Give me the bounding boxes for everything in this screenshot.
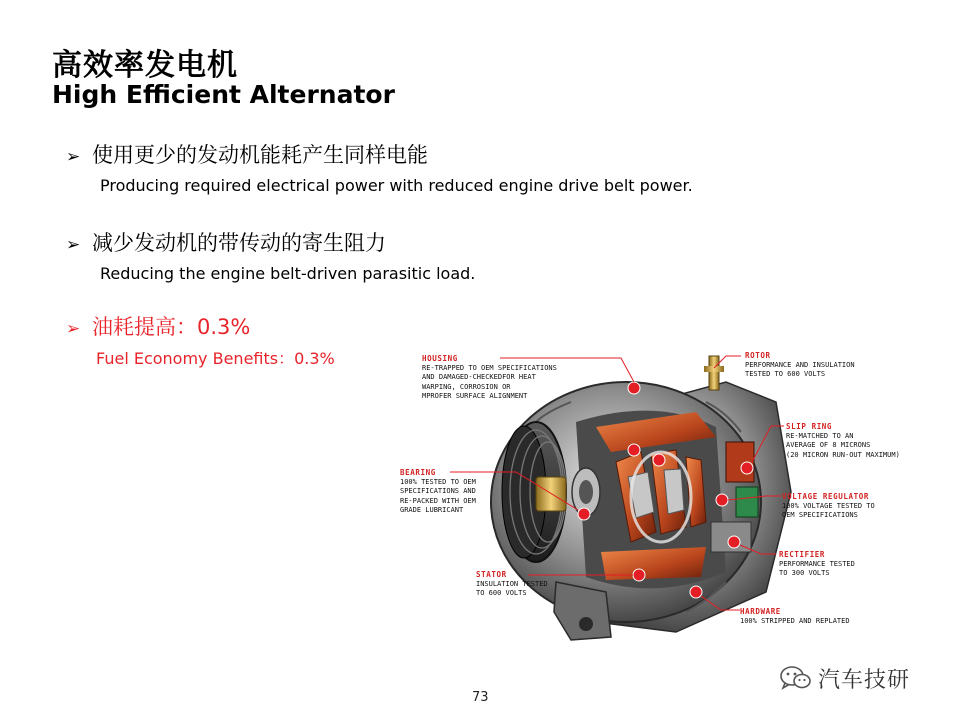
callout-rectifier: RECTIFIER PERFORMANCE TESTED TO 300 VOLTS — [779, 550, 855, 577]
arrow-bullet-icon: ➢ — [66, 235, 81, 255]
slide-title-en: High Efficient Alternator — [52, 80, 395, 109]
callout-voltage-regulator: VOLTAGE REGULATOR 100% VOLTAGE TESTED TO OEM SPECIFICATIONS — [782, 492, 875, 519]
callout-rotor: ROTOR PERFORMANCE AND INSULATION TESTED TO 600 VOLTS — [745, 351, 855, 378]
callout-slip-ring: SLIP RING RE-MATCHED TO AN AVERAGE OF 8 MICRONS (20 MICRON RUN-OUT MAXIMUM) — [786, 422, 900, 459]
page-number: 73 — [472, 690, 489, 705]
arrow-bullet-icon: ➢ — [66, 147, 81, 167]
bullet-text-en: Fuel Economy Benefits：0.3% — [96, 349, 335, 368]
bullet-item-highlight — [66, 314, 335, 369]
brand-watermark — [780, 664, 910, 692]
bullet-item — [66, 142, 693, 195]
bullet-text-cn: 减少发动机的带传动的寄生阻力 — [92, 231, 386, 255]
wechat-icon — [780, 665, 812, 691]
arrow-bullet-icon: ➢ — [66, 319, 81, 339]
callout-hardware: HARDWARE 100% STRIPPED AND REPLATED — [740, 607, 850, 625]
bullet-text-en: Producing required electrical power with reduced engine drive belt power. — [100, 176, 693, 195]
bullet-text-cn: 使用更少的发动机能耗产生同样电能 — [92, 143, 428, 167]
callout-housing: HOUSING RE-TRAPPED TO OEM SPECIFICATIONS AND DAMAGED-CHECKEDFOR HEAT WARPING, CORROSION OR MPROFER SURFACE ALIGNMENT — [422, 354, 557, 400]
brand-text: 汽车技研 — [818, 667, 911, 693]
callout-bearing: BEARING 100% TESTED TO OEM SPECIFICATIONS AND RE-PACKED WITH OEM GRADE LUBRICANT — [400, 468, 476, 514]
callout-stator: STATOR INSULATION TESTED TO 600 VOLTS — [476, 570, 548, 597]
bullet-text-en: Reducing the engine belt-driven parasitic load. — [100, 264, 476, 283]
slide-title-cn: 高效率发电机 — [52, 48, 238, 83]
bullet-item — [66, 230, 475, 283]
bullet-text-cn: 油耗提高：0.3% — [92, 315, 251, 339]
alternator-figure — [396, 342, 926, 642]
